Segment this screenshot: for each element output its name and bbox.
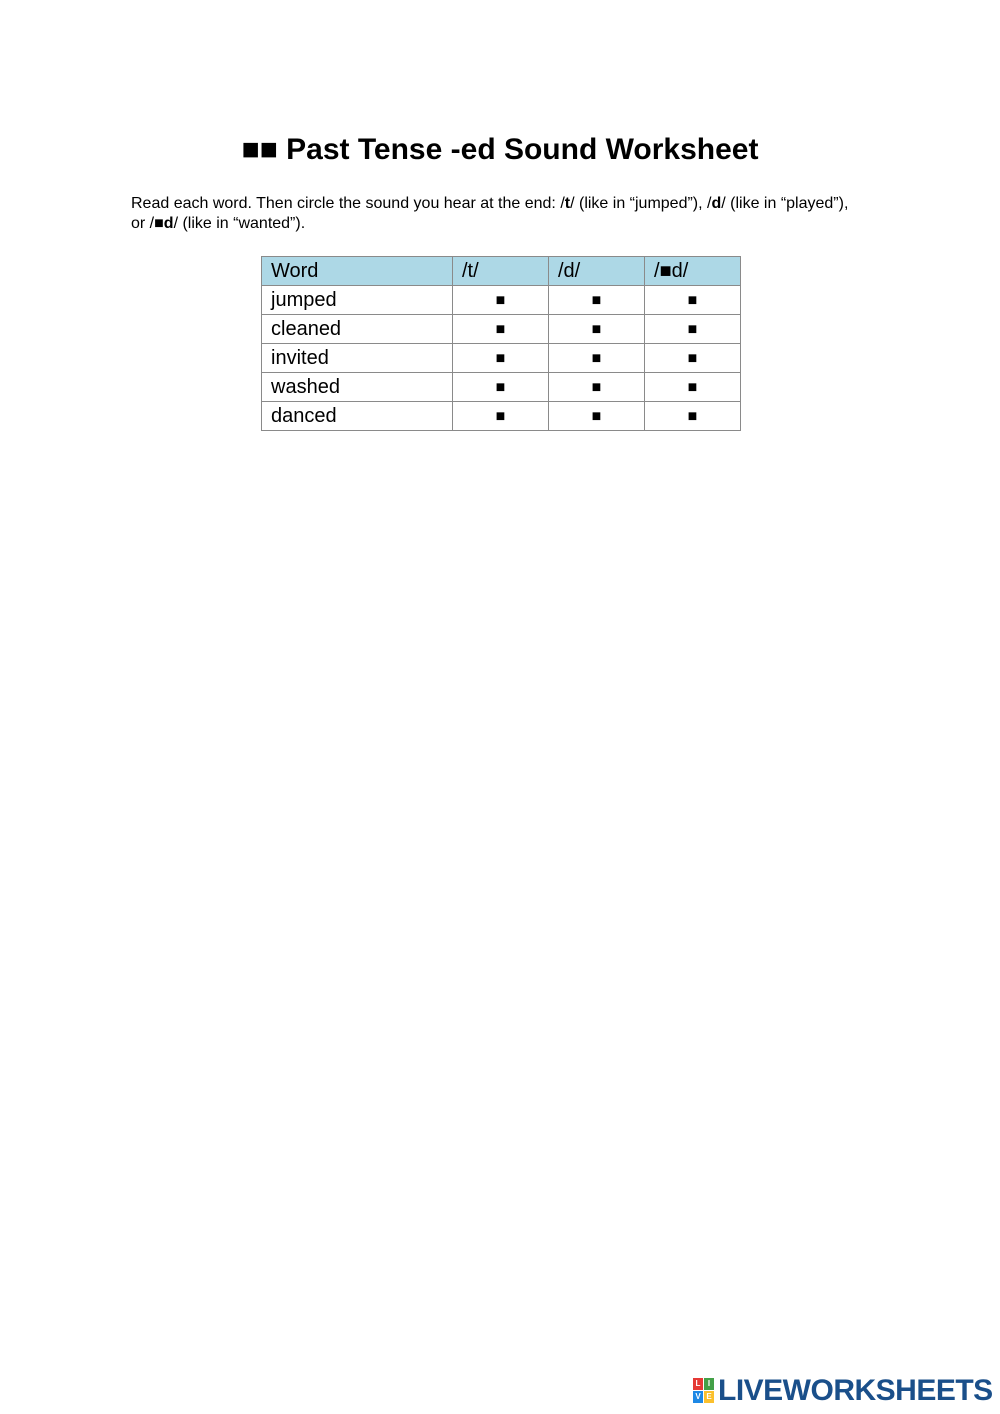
word-cell: danced bbox=[262, 402, 453, 431]
word-cell: washed bbox=[262, 373, 453, 402]
logo-letter-i: I bbox=[704, 1378, 714, 1390]
word-cell: invited bbox=[262, 344, 453, 373]
header-word: Word bbox=[262, 257, 453, 286]
table-row bbox=[262, 402, 741, 431]
checkbox-id[interactable]: ■ bbox=[645, 402, 741, 431]
table-header-row bbox=[262, 257, 741, 286]
header-t: /t/ bbox=[453, 257, 549, 286]
word-cell: cleaned bbox=[262, 315, 453, 344]
table-row bbox=[262, 344, 741, 373]
sound-table bbox=[261, 256, 741, 431]
liveworksheets-logo bbox=[693, 1376, 993, 1406]
instructions-part3: / (like in “played”), or / bbox=[131, 195, 849, 232]
checkbox-id[interactable]: ■ bbox=[645, 315, 741, 344]
instructions-part1: Read each word. Then circle the sound you hear at the end: / bbox=[131, 195, 565, 212]
checkbox-t[interactable]: ■ bbox=[453, 373, 549, 402]
table-row bbox=[262, 373, 741, 402]
checkbox-t[interactable]: ■ bbox=[453, 402, 549, 431]
checkbox-d[interactable]: ■ bbox=[549, 373, 645, 402]
logo-text: LIVEWORKSHEETS bbox=[718, 1374, 993, 1407]
logo-letter-l: L bbox=[693, 1378, 703, 1390]
instructions-part2: / (like in “jumped”), / bbox=[570, 195, 712, 212]
instructions-part4: / (like in “wanted”). bbox=[173, 215, 306, 232]
table-row bbox=[262, 315, 741, 344]
checkbox-id[interactable]: ■ bbox=[645, 286, 741, 315]
word-cell: jumped bbox=[262, 286, 453, 315]
checkbox-t[interactable]: ■ bbox=[453, 315, 549, 344]
checkbox-d[interactable]: ■ bbox=[549, 402, 645, 431]
checkbox-d[interactable]: ■ bbox=[549, 286, 645, 315]
checkbox-t[interactable]: ■ bbox=[453, 286, 549, 315]
instructions-d-sound: d bbox=[711, 195, 722, 212]
instructions bbox=[131, 194, 851, 234]
logo-letter-v: V bbox=[693, 1391, 703, 1403]
instructions-t-sound: t bbox=[564, 195, 571, 212]
instructions-id-sound: ■d bbox=[154, 215, 174, 232]
header-d: /d/ bbox=[549, 257, 645, 286]
logo-mark-icon bbox=[693, 1378, 715, 1404]
page-title: ■■ Past Tense -ed Sound Worksheet bbox=[241, 133, 759, 166]
checkbox-t[interactable]: ■ bbox=[453, 344, 549, 373]
checkbox-id[interactable]: ■ bbox=[645, 344, 741, 373]
checkbox-d[interactable]: ■ bbox=[549, 315, 645, 344]
header-id: /■d/ bbox=[645, 257, 741, 286]
table-row bbox=[262, 286, 741, 315]
checkbox-d[interactable]: ■ bbox=[549, 344, 645, 373]
logo-letter-e: E bbox=[704, 1391, 714, 1403]
checkbox-id[interactable]: ■ bbox=[645, 373, 741, 402]
